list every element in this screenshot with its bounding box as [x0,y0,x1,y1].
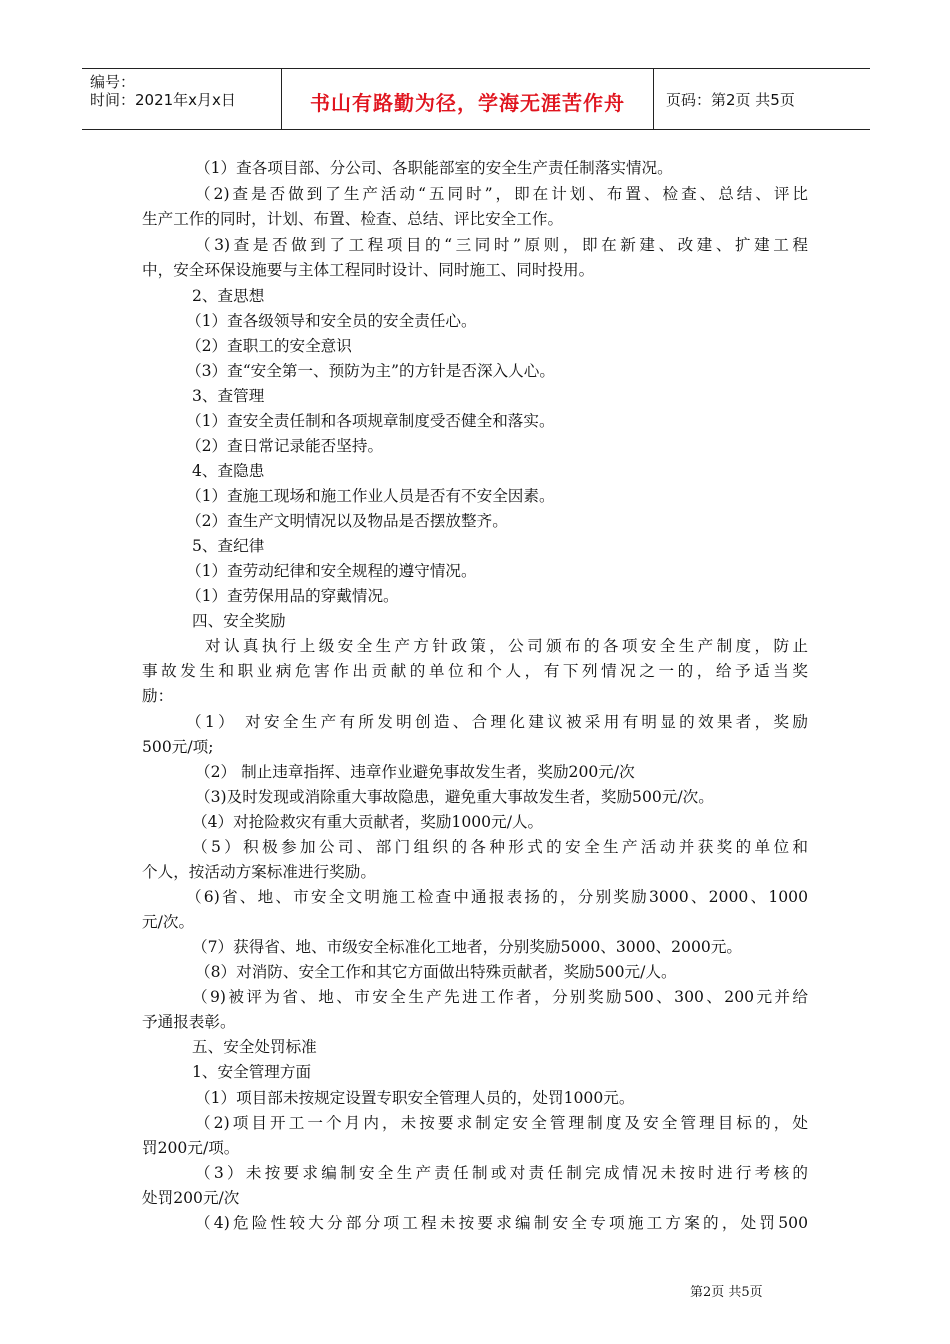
text-line: （1）查各级领导和安全员的安全责任心。 [186,312,477,330]
text-line: （4)危险性较大分部分项工程未按要求编制安全专项施工方案的，处罚500 [195,1214,808,1232]
text-line: 事故发生和职业病危害作出贡献的单位和个人，有下列情况之一的，给予适当奖 [142,662,808,680]
motto: 书山有路勤为径，学海无涯苦作舟 [310,90,625,115]
text-line: （6)省、地、市安全文明施工检查中通报表扬的，分别奖励3000、2000、1000 [186,888,808,906]
text-line: 五、安全处罚标准 [192,1038,317,1056]
text-line: （1）查施工现场和施工作业人员是否有不安全因素。 [186,487,555,505]
text-line: 四、安全奖励 [192,612,286,630]
text-line: 对认真执行上级安全生产方针政策，公司颁布的各项安全生产制度，防止 [205,637,808,655]
text-line: （2）查职工的安全意识 [186,337,352,355]
text-line: （1）项目部未按规定设置专职安全管理人员的，处罚1000元。 [195,1089,635,1107]
text-line: 4、查隐患 [192,462,265,480]
text-line: 中，安全环保设施要与主体工程同时设计、同时施工、同时投用。 [142,261,595,279]
text-line: （3）未按要求编制安全生产责任制或对责任制完成情况未按时进行考核的 [195,1164,808,1182]
text-line: 元/次。 [142,913,195,931]
text-line: （3)查是否做到了工程项目的“三同时”原则，即在新建、改建、扩建工程 [195,236,808,254]
text-line: 3、查管理 [192,387,265,405]
text-line: （2）查日常记录能否坚持。 [186,437,384,455]
text-line: （1） 对安全生产有所发明创造、合理化建议被采用有明显的效果者，奖励 [186,713,808,731]
text-line: （1）查安全责任制和各项规章制度受否健全和落实。 [186,412,555,430]
text-line: 处罚200元/次 [142,1189,240,1207]
text-line: （1）查劳动纪律和安全规程的遵守情况。 [186,562,477,580]
text-line: （2） 制止违章指挥、违章作业避免事故发生者，奖励200元/次 [195,763,635,781]
text-line: 500元/项; [142,738,214,756]
text-line: （3)及时发现或消除重大事故隐患，避免重大事故发生者，奖励500元/次。 [195,788,714,806]
text-line: （2)项目开工一个月内，未按要求制定安全管理制度及安全管理目标的，处 [195,1114,808,1132]
text-line: （8）对消防、安全工作和其它方面做出特殊贡献者，奖励500元/人。 [195,963,677,981]
page-label: 页码：第2页 共5页 [666,90,795,109]
text-line: （1）查各项目部、分公司、各职能部室的安全生产责任制落实情况。 [195,159,673,177]
text-line: 生产工作的同时，计划、布置、检查、总结、评比安全工作。 [142,210,564,228]
text-line: （2)查是否做到了生产活动“五同时”，即在计划、布置、检查、总结、评比 [195,185,808,203]
text-line: 5、查纪律 [192,537,265,555]
text-line: （2）查生产文明情况以及物品是否摆放整齐。 [186,512,508,530]
text-line: （3）查“安全第一、预防为主”的方针是否深入人心。 [186,362,555,380]
number-label: 编号： [90,73,136,91]
text-line: 1、安全管理方面 [192,1063,312,1081]
text-line: 个人，按活动方案标准进行奖励。 [142,863,376,881]
text-line: 予通报表彰。 [142,1013,236,1031]
time-label: 时间：2021年x月x日 [90,91,236,109]
page-footer: 第2页 共5页 [690,1285,763,1300]
text-line: 励： [142,687,174,705]
text-line: 2、查思想 [192,287,265,305]
text-line: （4）对抢险救灾有重大贡献者，奖励1000元/人。 [192,813,544,831]
text-line: 罚200元/项。 [142,1139,240,1157]
text-line: （5）积极参加公司、部门组织的各种形式的安全生产活动并获奖的单位和 [192,838,808,856]
text-line: （9)被评为省、地、市安全生产先进工作者，分别奖励500、300、200元并给 [192,988,808,1006]
text-line: （7）获得省、地、市级安全标准化工地者，分别奖励5000、3000、2000元。 [192,938,743,956]
text-line: （1）查劳保用品的穿戴情况。 [186,587,399,605]
